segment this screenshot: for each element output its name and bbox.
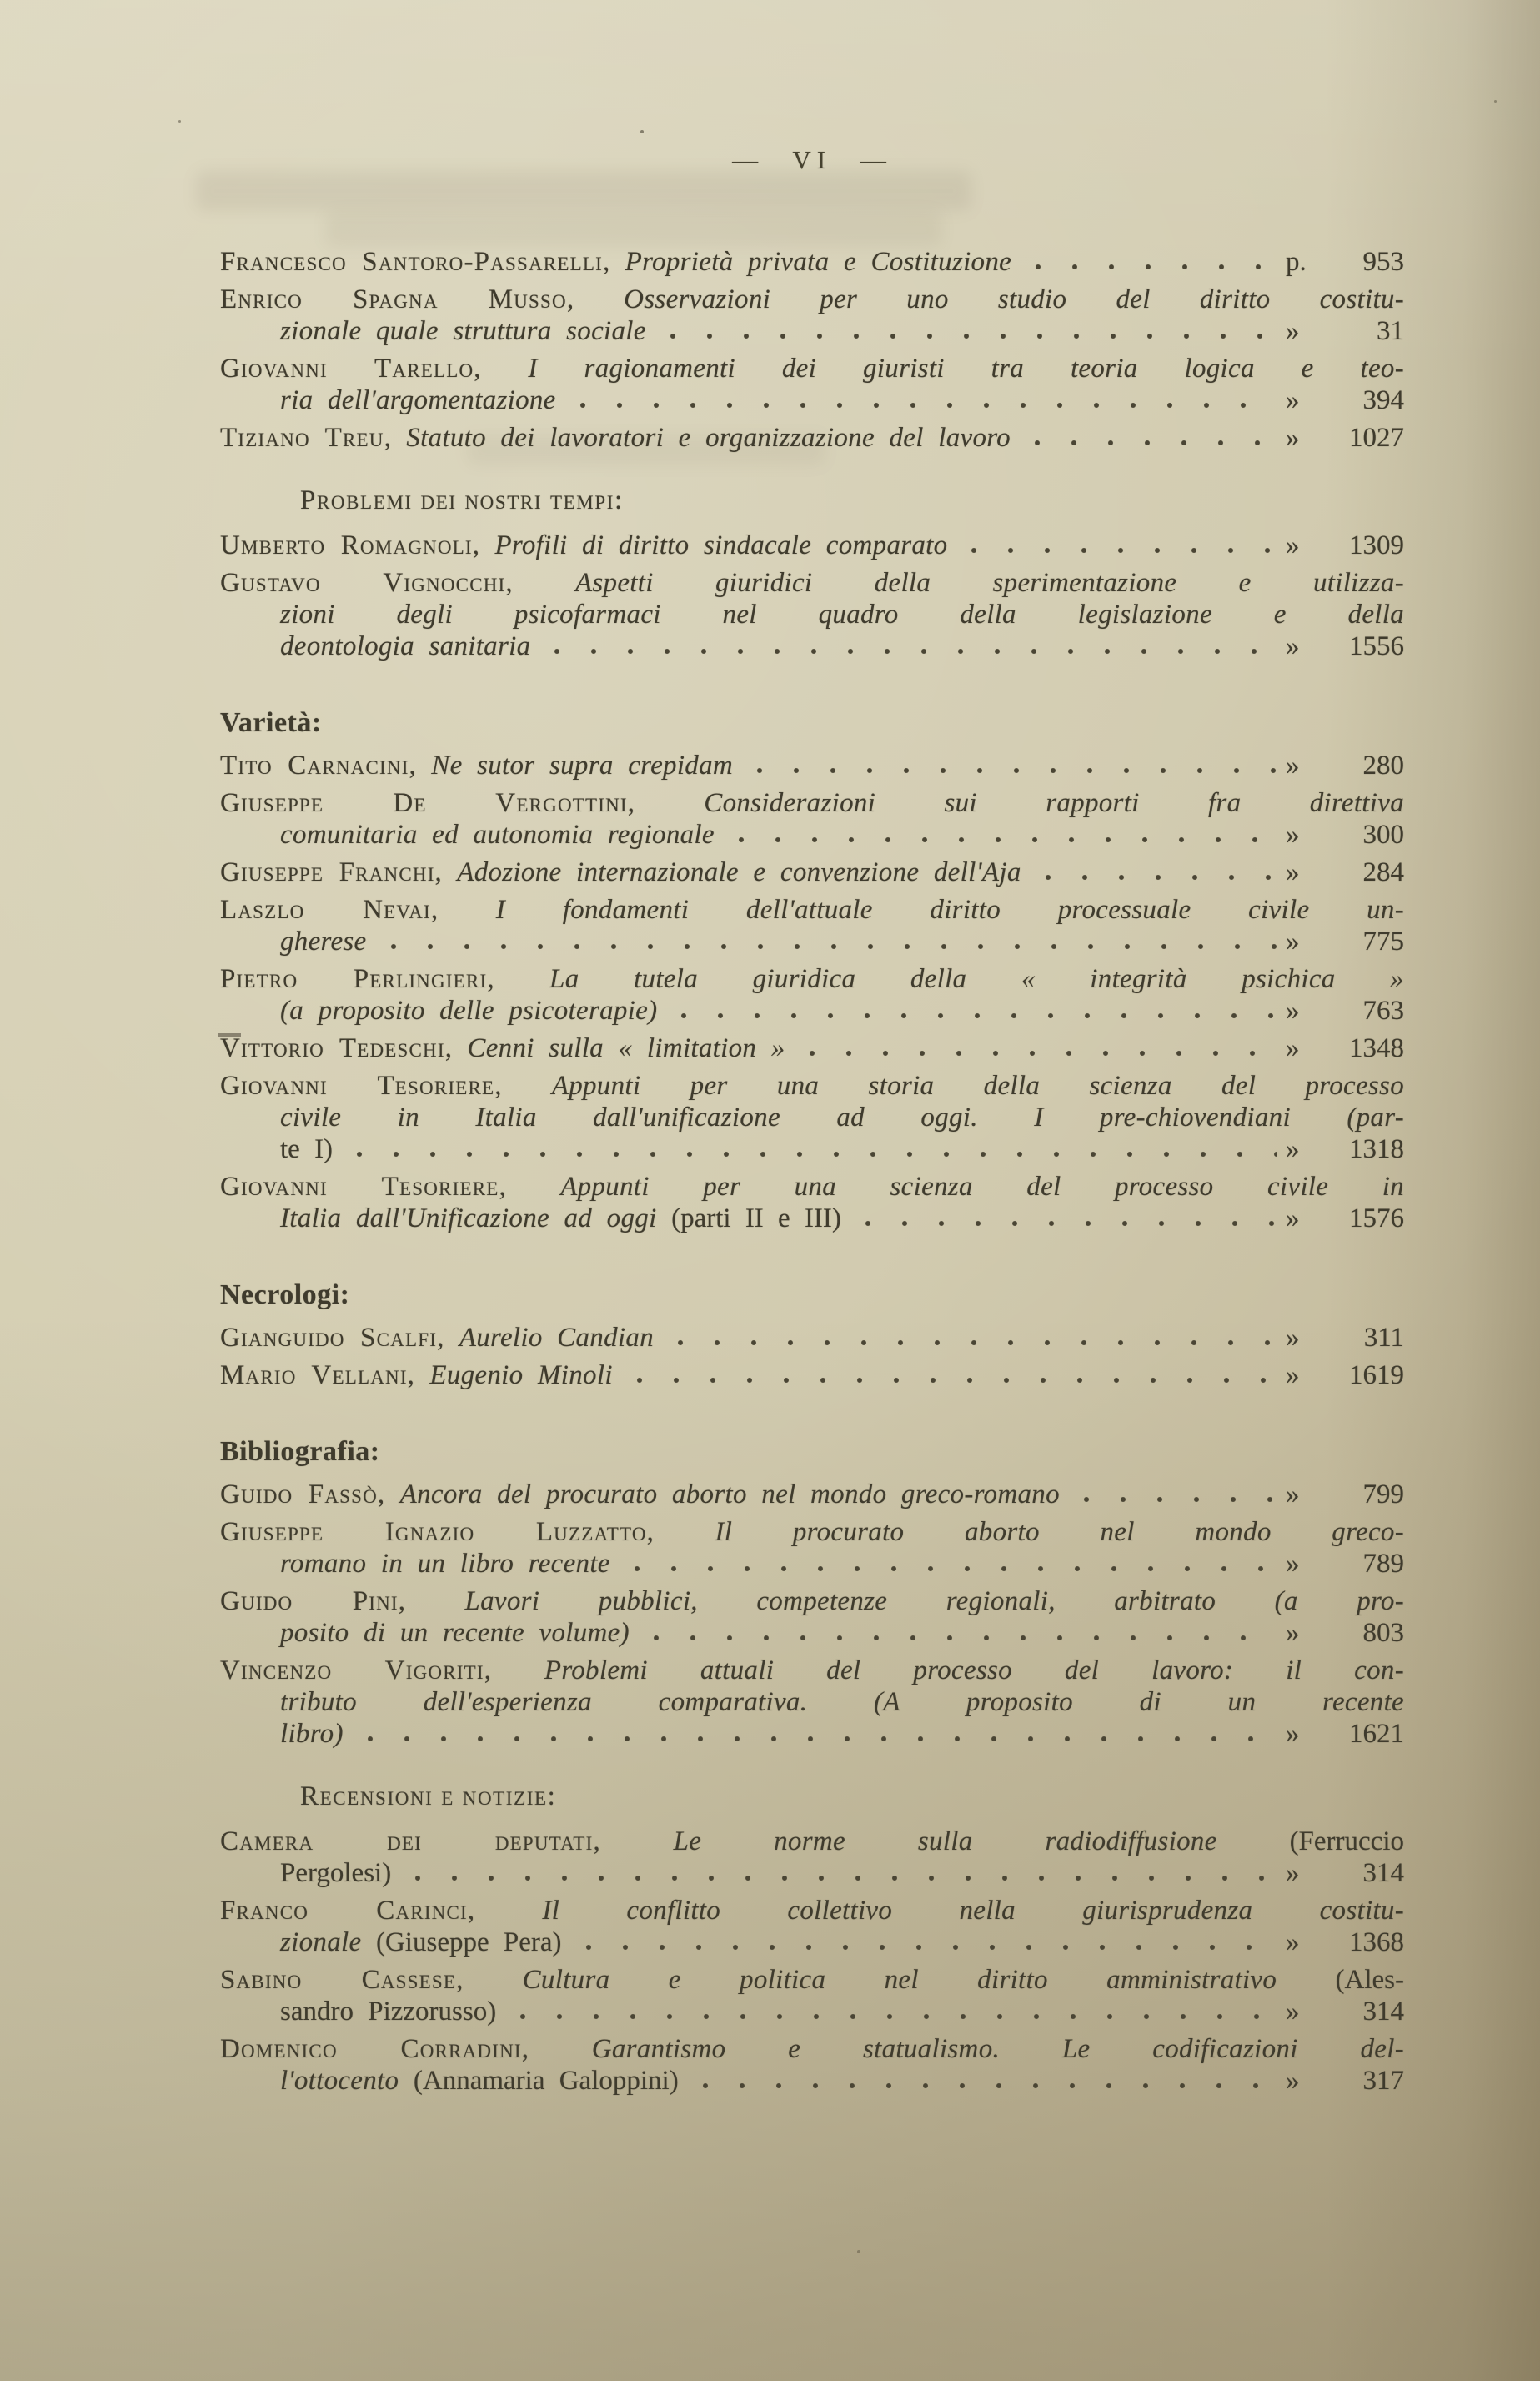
dot-leader bbox=[355, 1718, 1277, 1750]
entry-title: La tutela giuridica della « integrità psichica » bbox=[549, 964, 1404, 994]
entry-line bbox=[220, 1964, 1404, 1996]
ref-symbol: » bbox=[1286, 1360, 1300, 1390]
toc-entry bbox=[220, 1359, 1404, 1391]
entry-title: gherese bbox=[280, 927, 367, 957]
dot-leader bbox=[959, 530, 1277, 561]
page-ref-number: 1576 bbox=[1349, 1203, 1404, 1233]
entry-author: Vincenzo Vigoriti, bbox=[220, 1655, 493, 1685]
dot-leader bbox=[508, 1996, 1277, 2027]
entry-line bbox=[220, 1857, 1404, 1889]
page-ref-number: 280 bbox=[1362, 751, 1404, 781]
entry-line bbox=[220, 1203, 1404, 1234]
page-ref-number: 1619 bbox=[1349, 1360, 1404, 1390]
entry-line bbox=[220, 787, 1404, 819]
entry-author: Giuseppe Ignazio Luzzatto, bbox=[220, 1517, 655, 1547]
toc-entry bbox=[220, 284, 1404, 347]
entry-title-roman: (Ferruccio bbox=[1289, 1826, 1404, 1856]
toc-entry bbox=[220, 1479, 1404, 1510]
entry-line bbox=[220, 1826, 1404, 1857]
entry-line bbox=[220, 1686, 1404, 1718]
entry-line bbox=[220, 630, 1404, 662]
entry-line bbox=[220, 819, 1404, 851]
entry-title-roman: sandro Pizzorusso) bbox=[280, 1997, 497, 2027]
page-ref-number: 1309 bbox=[1349, 530, 1404, 560]
entry-title-roman: Pergolesi) bbox=[280, 1858, 392, 1888]
toc-entry bbox=[220, 894, 1404, 957]
page-ref-number: 1348 bbox=[1349, 1033, 1404, 1063]
entry-line bbox=[220, 894, 1404, 926]
entry-title: Il conflitto collettivo nella giurisprudenza costitu- bbox=[542, 1896, 1404, 1926]
toc-entry bbox=[220, 1070, 1404, 1165]
toc-entry bbox=[220, 530, 1404, 561]
section-heading: Bibliografia: bbox=[220, 1436, 380, 1467]
dot-leader bbox=[853, 1203, 1277, 1234]
entry-title-roman: (parti II e III) bbox=[671, 1203, 841, 1233]
ref-symbol: » bbox=[1286, 1033, 1300, 1063]
dot-leader bbox=[797, 1032, 1277, 1064]
entry-line bbox=[220, 567, 1404, 599]
entry-author: Guido Pini, bbox=[220, 1586, 407, 1616]
entry-line bbox=[220, 1032, 1404, 1064]
entry-line bbox=[220, 1070, 1404, 1102]
entry-author: Tiziano Treu, bbox=[220, 423, 393, 453]
entry-title: Aurelio Candian bbox=[459, 1323, 654, 1353]
entry-title: zionale bbox=[280, 1927, 376, 1957]
entry-line bbox=[220, 353, 1404, 384]
toc-entry bbox=[220, 422, 1404, 454]
page-ref-number: 1368 bbox=[1349, 1927, 1404, 1957]
entry-line bbox=[220, 422, 1404, 454]
entry-title: l'ottocento bbox=[280, 2066, 414, 2096]
entry-title: Appunti per una scienza del processo civile in bbox=[560, 1172, 1404, 1202]
page-ref-number: 311 bbox=[1363, 1323, 1404, 1353]
entry-line bbox=[220, 599, 1404, 630]
dot-leader bbox=[1022, 422, 1277, 454]
entry-author: Umberto Romagnoli, bbox=[220, 530, 481, 560]
toc-entry bbox=[220, 1322, 1404, 1354]
entry-title: Ancora del procurato aborto nel mondo greco-romano bbox=[399, 1479, 1060, 1509]
dot-leader bbox=[344, 1133, 1277, 1165]
entry-title: Ne sutor supra crepidam bbox=[431, 751, 734, 781]
entry-title: Aspetti giuridici della sperimentazione e utilizza- bbox=[574, 568, 1404, 598]
toc-entry bbox=[220, 1171, 1404, 1234]
entry-title: zioni degli psicofarmaci nel quadro della legislazione e della bbox=[280, 600, 1404, 630]
ref-symbol: » bbox=[1286, 1618, 1300, 1648]
toc-entry bbox=[220, 1585, 1404, 1649]
page-ref-number: 317 bbox=[1362, 2066, 1404, 2096]
entry-author: Tito Carnacini, bbox=[220, 751, 418, 781]
entry-line bbox=[220, 1516, 1404, 1548]
page-ref-number: 803 bbox=[1362, 1618, 1404, 1648]
entry-line bbox=[220, 1133, 1404, 1165]
entry-title: civile in Italia dall'unificazione ad oggi. I pre-chiovendiani (par- bbox=[280, 1103, 1404, 1133]
page-ref-number: 763 bbox=[1362, 996, 1404, 1026]
entry-title: Cultura e politica nel diritto amministrativo bbox=[522, 1965, 1336, 1995]
entry-author: Franco Carinci, bbox=[220, 1896, 476, 1926]
entry-title: I ragionamenti dei giuristi tra teoria logica e teo- bbox=[528, 354, 1405, 384]
entry-title: I fondamenti dell'attuale diritto processuale civile un- bbox=[495, 895, 1404, 925]
toc-entry bbox=[220, 856, 1404, 888]
ref-symbol: » bbox=[1286, 2066, 1300, 2096]
entry-line bbox=[220, 246, 1404, 278]
entry-line bbox=[220, 2065, 1404, 2097]
ref-symbol: » bbox=[1286, 1927, 1300, 1957]
entry-line bbox=[220, 1996, 1404, 2027]
entry-line bbox=[220, 1322, 1404, 1354]
entry-line bbox=[220, 284, 1404, 315]
ref-symbol: » bbox=[1286, 631, 1300, 661]
entry-title: Proprietà privata e Costituzione bbox=[625, 247, 1012, 277]
dot-leader bbox=[1071, 1479, 1277, 1510]
entry-author: Domenico Corradini, bbox=[220, 2034, 530, 2064]
entry-title: Problemi attuali del processo del lavoro: il con- bbox=[544, 1655, 1404, 1685]
ref-symbol: » bbox=[1286, 316, 1300, 346]
toc-entry bbox=[220, 353, 1404, 416]
entry-title: te I) bbox=[280, 1134, 334, 1164]
toc-entry bbox=[220, 2033, 1404, 2097]
entry-title: Statuto dei lavoratori e organizzazione del lavoro bbox=[406, 423, 1011, 453]
page-ref-number: 314 bbox=[1362, 1997, 1404, 2027]
entry-line bbox=[220, 384, 1404, 416]
entry-title: (a proposito delle psicoterapie) bbox=[280, 996, 658, 1026]
page-ref-number: 789 bbox=[1362, 1549, 1404, 1579]
entry-author: Camera dei deputati, bbox=[220, 1826, 601, 1856]
dot-leader bbox=[379, 926, 1277, 957]
toc-entry bbox=[220, 567, 1404, 662]
entry-title-roman: (Ales- bbox=[1335, 1965, 1404, 1995]
ref-symbol: » bbox=[1286, 1323, 1300, 1353]
ref-symbol: » bbox=[1286, 996, 1300, 1026]
dot-leader bbox=[574, 1926, 1278, 1958]
entry-author: Laszlo Nevai, bbox=[220, 895, 439, 925]
entry-author: Giovanni Tesoriere, bbox=[220, 1071, 503, 1101]
entry-title: ria dell'argomentazione bbox=[280, 385, 556, 415]
entry-title: Lavori pubblici, competenze regionali, arbitrato (a pro- bbox=[464, 1586, 1404, 1616]
page-ref-number: 799 bbox=[1362, 1479, 1404, 1509]
entry-title: comunitaria ed autonomia regionale bbox=[280, 820, 715, 850]
entry-line bbox=[220, 1102, 1404, 1133]
entry-title: Cenni sulla « limitation » bbox=[467, 1033, 785, 1063]
entry-title: Profili di diritto sindacale comparato bbox=[494, 530, 948, 560]
entry-line bbox=[220, 1926, 1404, 1958]
entry-line bbox=[220, 2033, 1404, 2065]
page-ref-number: 314 bbox=[1362, 1858, 1404, 1888]
ref-symbol: » bbox=[1286, 1719, 1300, 1749]
page-ref-number: 31 bbox=[1377, 316, 1404, 346]
page-ref-number: 1556 bbox=[1349, 631, 1404, 661]
ink-speck bbox=[178, 120, 181, 123]
entry-title-roman: (Annamaria Galoppini) bbox=[413, 2066, 679, 2096]
toc-entry bbox=[220, 1655, 1404, 1750]
ref-symbol: p. bbox=[1286, 247, 1307, 277]
ref-symbol: » bbox=[1286, 857, 1300, 887]
toc-entry bbox=[220, 1895, 1404, 1958]
entry-title: romano in un libro recente bbox=[280, 1549, 610, 1579]
ref-symbol: » bbox=[1286, 1203, 1300, 1233]
entry-title-roman: (Giuseppe Pera) bbox=[375, 1927, 562, 1957]
entry-title: Considerazioni sui rapporti fra direttiva bbox=[704, 788, 1404, 818]
toc-entry bbox=[220, 1516, 1404, 1580]
entry-title: Osservazioni per uno studio del diritto costitu- bbox=[624, 284, 1404, 314]
toc-entry bbox=[220, 1826, 1404, 1889]
entry-author: Giovanni Tarello, bbox=[220, 354, 482, 384]
entry-line bbox=[220, 1548, 1404, 1580]
toc-entry bbox=[220, 1032, 1404, 1064]
section-heading: Recensioni e notizie: bbox=[300, 1781, 557, 1811]
page-number-header: — VI — bbox=[732, 145, 892, 174]
dot-leader bbox=[690, 2065, 1277, 2097]
entry-author: Francesco Santoro-Passarelli, bbox=[220, 247, 611, 277]
dot-leader bbox=[625, 1359, 1277, 1391]
dot-leader bbox=[1033, 856, 1277, 888]
entry-author: Enrico Spagna Musso, bbox=[220, 284, 575, 314]
dot-leader bbox=[403, 1857, 1277, 1889]
entry-author: Vittorio Tedeschi, bbox=[220, 1033, 454, 1063]
entry-title: Eugenio Minoli bbox=[429, 1360, 613, 1390]
page-ref-number: 394 bbox=[1362, 385, 1404, 415]
entry-line bbox=[220, 1895, 1404, 1926]
entry-title: posito di un recente volume) bbox=[280, 1618, 630, 1648]
dot-leader bbox=[622, 1548, 1277, 1580]
entry-line bbox=[220, 1655, 1404, 1686]
entry-line bbox=[220, 856, 1404, 888]
entry-title: Italia dall'Unificazione ad oggi bbox=[280, 1203, 672, 1233]
ink-speck bbox=[1494, 100, 1497, 103]
entry-line bbox=[220, 1359, 1404, 1391]
page-ref-number: 1318 bbox=[1349, 1134, 1404, 1164]
ref-symbol: » bbox=[1286, 1858, 1300, 1888]
entry-author: Mario Vellani, bbox=[220, 1360, 416, 1390]
ref-symbol: » bbox=[1286, 1134, 1300, 1164]
entry-title: deontologia sanitaria bbox=[280, 631, 531, 661]
ink-speck bbox=[640, 130, 644, 133]
toc-entry bbox=[220, 1964, 1404, 2027]
ref-symbol: » bbox=[1286, 751, 1300, 781]
section-heading: Problemi dei nostri tempi: bbox=[300, 485, 624, 515]
dot-leader bbox=[1023, 246, 1277, 278]
entry-line bbox=[220, 1171, 1404, 1203]
toc-entry bbox=[220, 787, 1404, 851]
page-ref-number: 1621 bbox=[1349, 1719, 1404, 1749]
entry-line bbox=[220, 530, 1404, 561]
entry-author: Sabino Cassese, bbox=[220, 1965, 464, 1995]
ink-speck bbox=[857, 2250, 860, 2253]
entry-author: Giuseppe Franchi, bbox=[220, 857, 443, 887]
entry-line bbox=[220, 750, 1404, 781]
entry-title: Le norme sulla radiodiffusione bbox=[673, 1826, 1290, 1856]
page-ref-number: 775 bbox=[1362, 927, 1404, 957]
entry-title: Appunti per una storia della scienza del processo bbox=[551, 1071, 1404, 1101]
toc-entry bbox=[220, 246, 1404, 278]
ref-symbol: » bbox=[1286, 385, 1300, 415]
entry-title: Il procurato aborto nel mondo greco- bbox=[715, 1517, 1405, 1547]
dot-leader bbox=[745, 750, 1277, 781]
entry-title: zionale quale struttura sociale bbox=[280, 316, 646, 346]
entry-author: Giuseppe De Vergottini, bbox=[220, 788, 636, 818]
dot-leader bbox=[658, 315, 1277, 347]
dot-leader bbox=[568, 384, 1277, 416]
entry-title: libro) bbox=[280, 1719, 344, 1749]
table-of-contents bbox=[220, 144, 1404, 2102]
entry-line bbox=[220, 1718, 1404, 1750]
entry-author: Gianguido Scalfi, bbox=[220, 1323, 445, 1353]
entry-line bbox=[220, 926, 1404, 957]
ref-symbol: » bbox=[1286, 530, 1300, 560]
ref-symbol: » bbox=[1286, 820, 1300, 850]
page-ref-number: 953 bbox=[1362, 247, 1404, 277]
dot-leader bbox=[669, 995, 1277, 1027]
dot-leader bbox=[665, 1322, 1277, 1354]
ref-symbol: » bbox=[1286, 1549, 1300, 1579]
toc-entry bbox=[220, 750, 1404, 781]
ref-symbol: » bbox=[1286, 1997, 1300, 2027]
section-heading: Varietà: bbox=[220, 707, 322, 738]
ref-symbol: » bbox=[1286, 423, 1300, 453]
entry-title: tributo dell'esperienza comparativa. (A proposito di un recente bbox=[280, 1687, 1404, 1717]
section-heading: Necrologi: bbox=[220, 1279, 350, 1310]
toc-entry bbox=[220, 963, 1404, 1027]
entry-author: Giovanni Tesoriere, bbox=[220, 1172, 507, 1202]
entry-author: Gustavo Vignocchi, bbox=[220, 568, 514, 598]
ref-symbol: » bbox=[1286, 927, 1300, 957]
entry-title: Adozione internazionale e convenzione dell'Aja bbox=[457, 857, 1021, 887]
dot-leader bbox=[542, 630, 1277, 662]
entry-line bbox=[220, 963, 1404, 995]
entry-title: Garantismo e statualismo. Le codificazioni del- bbox=[591, 2034, 1404, 2064]
page-ref-number: 300 bbox=[1362, 820, 1404, 850]
ref-symbol: » bbox=[1286, 1479, 1300, 1509]
entry-author: Guido Fassò, bbox=[220, 1479, 386, 1509]
entry-line bbox=[220, 995, 1404, 1027]
page-ref-number: 1027 bbox=[1349, 423, 1404, 453]
entry-line bbox=[220, 315, 1404, 347]
dot-leader bbox=[726, 819, 1277, 851]
dot-leader bbox=[641, 1617, 1277, 1649]
entry-line bbox=[220, 1479, 1404, 1510]
page-ref-number: 284 bbox=[1362, 857, 1404, 887]
entry-line bbox=[220, 1585, 1404, 1617]
entry-author: Pietro Perlingieri, bbox=[220, 964, 495, 994]
entry-line bbox=[220, 1617, 1404, 1649]
